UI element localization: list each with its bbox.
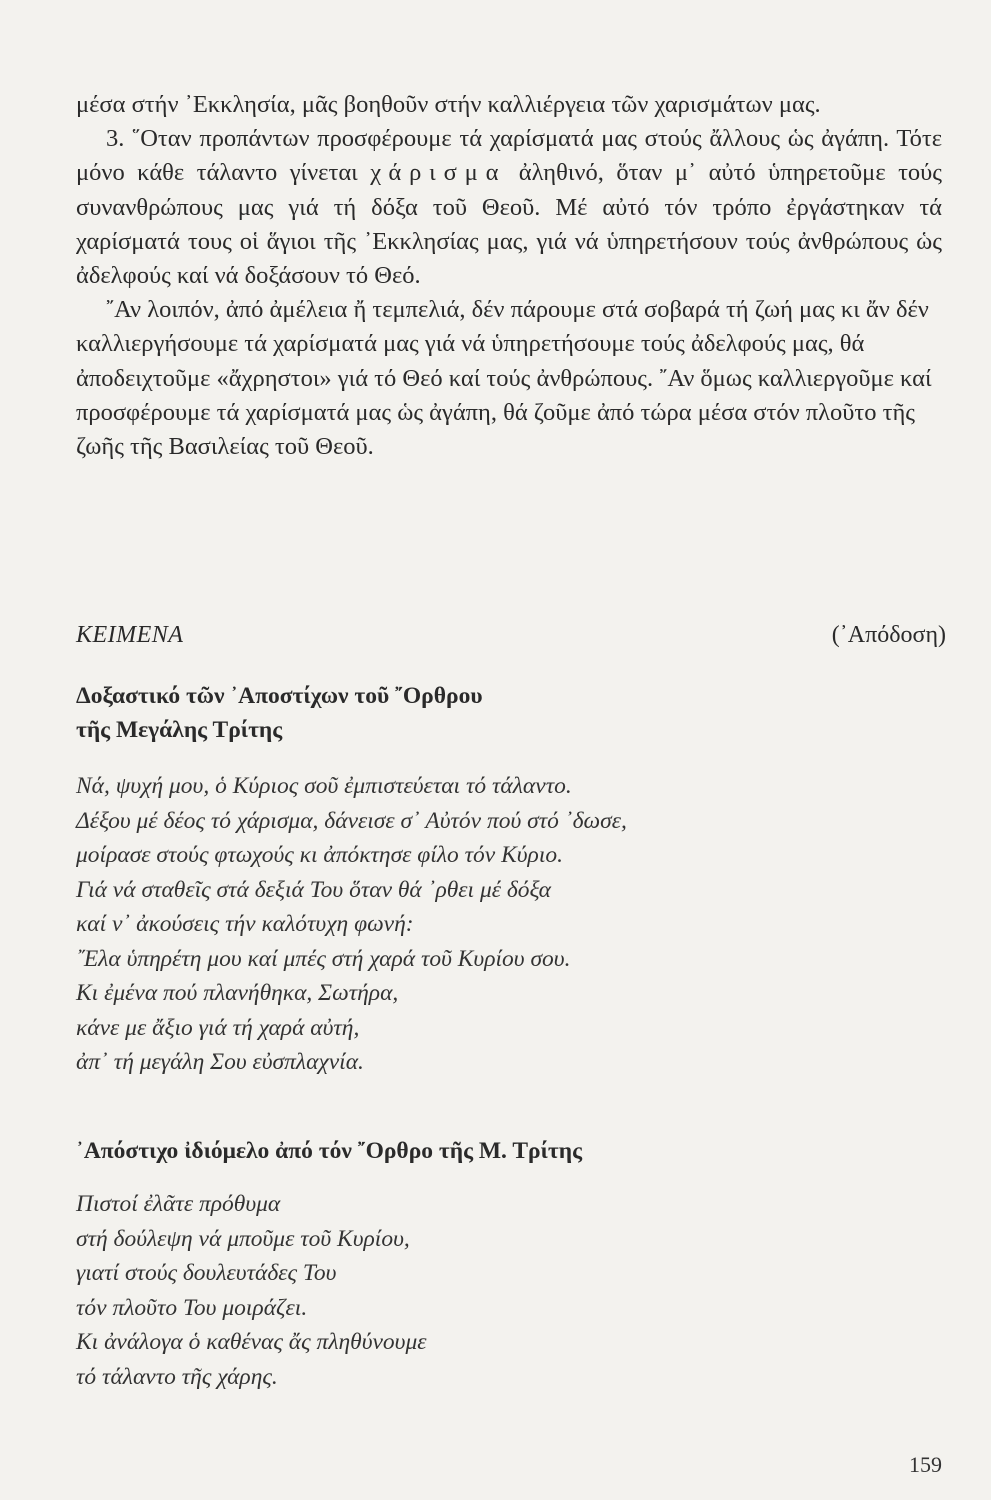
verse-line: κάνε με ἄξιο γιά τή χαρά αὐτή,: [76, 1014, 360, 1041]
verse-line: τό τάλαντο τῆς χάρης.: [76, 1363, 278, 1390]
hymn-2-verses: [76, 1187, 946, 1394]
texts-label: ΚΕΙΜΕΝΑ: [76, 622, 184, 648]
paragraph-conclusion: ῎Αν λοιπόν, ἀπό ἀμέλεια ἤ τεμπελιά, δέν πάρουμε στά σοβαρά τή ζωή μας κι ἄν δέν καλλιεργήσουμε τά χαρίσματά μας γιά νά ὑπηρετήσουμε τούς ἀδελφούς μας, θά ἀποδειχτοῦμε «ἄχρηστοι» γιά τό Θεό καί τούς ἀνθρώπους. ῎Αν ὅμως καλλιεργοῦμε καί προσφέρουμε τά χαρίσματά μας ὡς ἀγάπη, θά ζοῦμε ἀπό τώρα μέσα στόν πλοῦτο τῆς ζωῆς τῆς Βασιλείας τοῦ Θεοῦ.: [76, 296, 932, 461]
translation-note: (᾿Απόδοση): [831, 622, 946, 648]
texts-header-row: [76, 622, 946, 656]
verse-line: στή δούλεψη νά μποῦμε τοῦ Κυρίου,: [76, 1225, 410, 1252]
verse-line: Κι ἀνάλογα ὁ καθένας ἄς πληθύνουμε: [76, 1329, 427, 1355]
paragraph-point-3-end: ἀληθινό, ὅταν μ᾿ αὐτό ὑπηρετοῦμε τούς συνανθρώπους μας γιά τή δόξα τοῦ Θεοῦ. Μέ αὐτό τόν τρόπο ἐργάστηκαν τά χαρίσματά τους οἱ ἅγιοι τῆς ᾿Εκκλησίας μας, γιά νά ὑπηρετήσουν τούς ἀνθρώπους ὡς ἀδελφούς καί νά δοξάσουν τό Θεό.: [76, 159, 943, 290]
hymn-1-title: [76, 679, 946, 747]
page-number: 159: [909, 1452, 942, 1477]
verse-line: Κι ἐμένα πού πλανήθηκα, Σωτήρα,: [76, 980, 399, 1006]
verse-line: καί ν᾿ ἀκούσεις τήν καλότυχη φωνή:: [76, 911, 414, 937]
paragraph-continuation: μέσα στήν ᾿Εκκλησία, μᾶς βοηθοῦν στήν καλλιέργεια τῶν χαρισμάτων μας.: [76, 91, 821, 118]
body-text: [76, 88, 942, 464]
hymn-1-verses: [76, 769, 946, 1080]
verse-line: ῎Ελα ὑπηρέτη μου καί μπές στή χαρά τοῦ Κυρίου σου.: [76, 945, 571, 972]
paragraph-point-3-start: 3. ῞Οταν προπάντων προσφέρουμε τά χαρίσματά μας στούς ἄλλους ὡς ἀγάπη. Τότε μόνο κάθε τάλαντο γίνεται: [76, 125, 942, 187]
paragraph-point-3: [76, 122, 942, 293]
verse-line: τόν πλοῦτο Του μοιράζει.: [76, 1294, 308, 1321]
hymn-2-title-line: ᾿Απόστιχο ἰδιόμελο ἀπό τόν ῎Ορθρο τῆς Μ. Τρίτης: [76, 1138, 582, 1164]
hymn-1-title-line-2: τῆς Μεγάλης Τρίτης: [76, 717, 283, 743]
hymn-2-title: [76, 1134, 946, 1168]
verse-line: Δέξου μέ δέος τό χάρισμα, δάνεισε σ᾿ Αὐτόν πού στό ᾿δωσε,: [76, 807, 627, 834]
verse-line: Γιά νά σταθεῖς στά δεξιά Του ὅταν θά ᾿ρθει μέ δόξα: [76, 876, 551, 903]
verse-line: Νά, ψυχή μου, ὁ Κύριος σοῦ ἐμπιστεύεται τό τάλαντο.: [76, 773, 572, 799]
hymn-1-title-line-1: Δοξαστικό τῶν ᾿Αποστίχων τοῦ ῎Ορθρου: [76, 683, 483, 709]
verse-line: Πιστοί ἐλᾶτε πρόθυμα: [76, 1191, 281, 1217]
emphasized-word: χάρισμα: [370, 159, 507, 187]
verse-line: ἀπ᾿ τή μεγάλη Σου εὐσπλαχνία.: [76, 1049, 364, 1075]
verse-line: μοίρασε στούς φτωχούς κι ἀπόκτησε φίλο τόν Κύριο.: [76, 842, 563, 868]
verse-line: γιατί στούς δουλευτάδες Του: [76, 1260, 337, 1286]
